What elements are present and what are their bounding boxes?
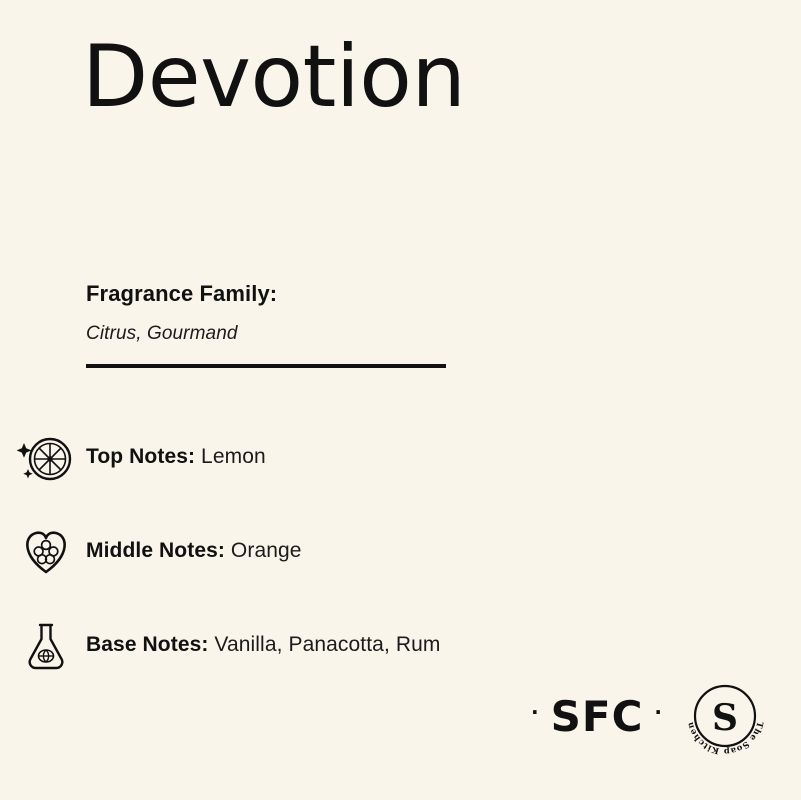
svg-text:S: S [712,697,738,739]
brand-wordmark [531,692,663,741]
heart-flower-icon [6,519,86,583]
note-value: Orange [230,539,302,562]
note-text [86,633,440,657]
bullet-left: · [531,700,540,724]
fragrance-family-value: Citrus, Gourmand [86,323,238,344]
fragrance-family-heading: Fragrance Family: [86,281,278,306]
fragrance-family-block [86,281,506,368]
brand-abbreviation: SFC [550,691,644,741]
note-label: Middle Notes: [86,539,225,562]
note-text [86,445,266,469]
bullet-right: · [654,700,663,724]
notes-list [6,410,766,692]
list-item [6,504,766,598]
note-text [86,539,302,563]
flask-icon [6,613,86,677]
page-title: Devotion [82,27,466,127]
footer-branding [531,668,773,764]
note-label: Base Notes: [86,633,209,656]
note-value: Lemon [201,445,266,468]
soap-kitchen-stamp-logo [677,668,773,764]
svg-text:The Soap Kitchen: The Soap Kitchen [684,720,766,758]
list-item [6,410,766,504]
citrus-slice-icon [6,425,86,489]
note-value: Vanilla, Panacotta, Rum [214,633,441,656]
divider [86,364,446,368]
note-label: Top Notes: [86,445,196,468]
